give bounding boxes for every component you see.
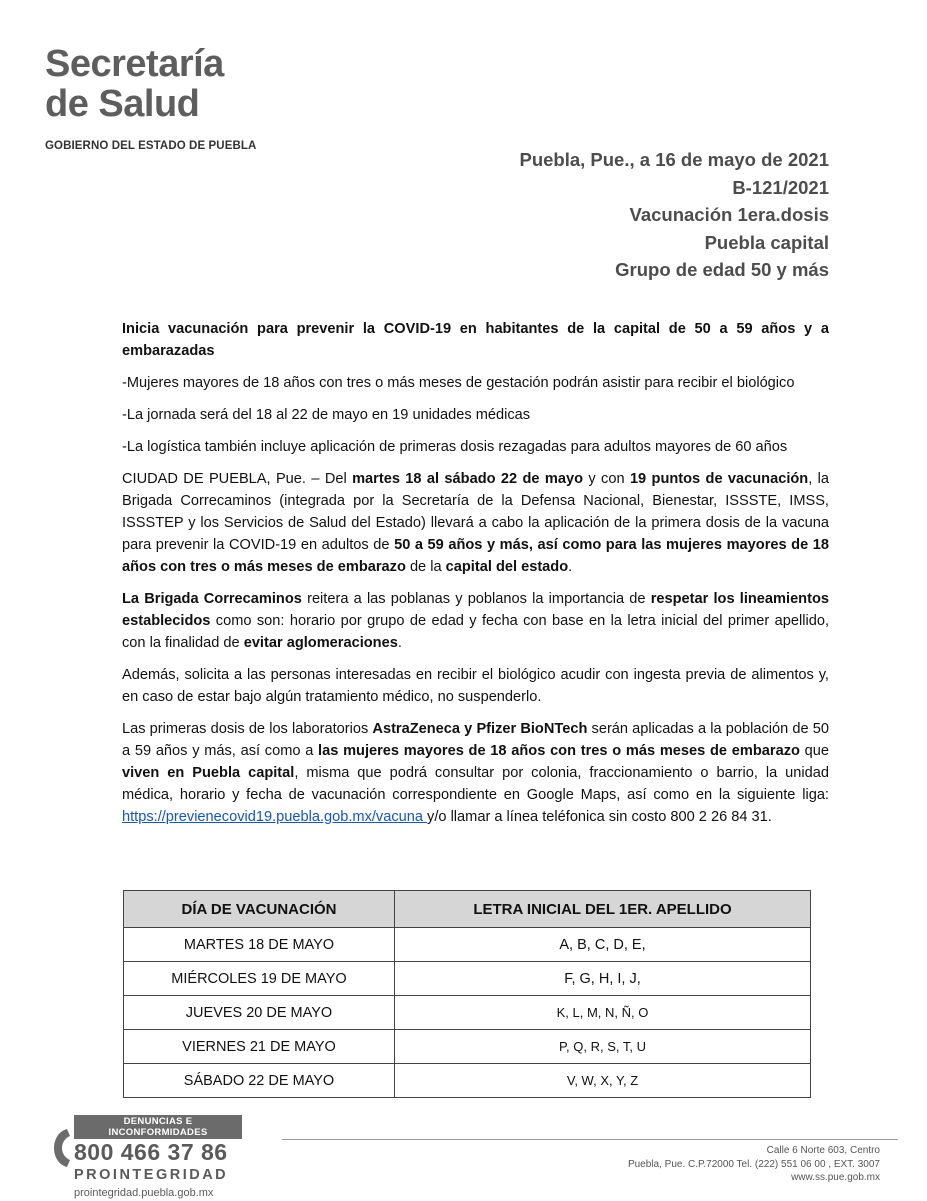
table-row	[124, 1030, 811, 1064]
p4-bold: AstraZeneca y Pfizer BioNTech	[372, 721, 588, 737]
letters-cell: A, B, C, D, E,	[395, 928, 811, 962]
p4-bold: las mujeres mayores de 18 años con tres o más meses de embarazo	[318, 743, 800, 759]
logo-line-1: Secretaría	[45, 43, 224, 85]
day-cell: JUEVES 20 DE MAYO	[124, 996, 395, 1030]
p2-bold: evitar aglomeraciones	[243, 635, 398, 651]
bulletin-age-group: Grupo de edad 50 y más	[615, 259, 829, 280]
bulletin-title: Inicia vacunación para prevenir la COVID-19 en habitantes de la capital de 50 a 59 años y a embarazadas	[122, 321, 829, 359]
p1-bold: 19 puntos de vacunación	[629, 471, 809, 487]
day-cell: MARTES 18 DE MAYO	[124, 928, 395, 962]
table-header-row	[124, 891, 811, 928]
p1-bold: 50 a 59 años y más, así como para las mujeres mayores de 18 años con tres o más meses de embarazo	[122, 537, 830, 575]
bullet-2: -La jornada será del 18 al 22 de mayo en 19 unidades médicas	[122, 407, 531, 423]
secretaria-salud-logo	[45, 44, 256, 152]
p4-text: que	[799, 743, 829, 759]
paragraph-4	[122, 718, 829, 828]
p1-bold: capital del estado	[445, 559, 569, 575]
table-row	[124, 1064, 811, 1098]
table-row	[124, 928, 811, 962]
bulletin-number: B-121/2021	[732, 176, 829, 198]
letters-cell: P, Q, R, S, T, U	[395, 1030, 811, 1064]
day-cell: VIERNES 21 DE MAYO	[124, 1030, 395, 1064]
government-label: GOBIERNO DEL ESTADO DE PUEBLA	[45, 140, 257, 152]
phone-icon	[52, 1127, 72, 1174]
vaccination-schedule-table	[123, 890, 811, 1098]
bullet-3: -La logística también incluye aplicación de primeras dosis rezagadas para adultos mayores de 60 años	[122, 439, 788, 455]
day-cell: SÁBADO 22 DE MAYO	[124, 1064, 395, 1098]
complaints-badge: DENUNCIAS E INCONFORMIDADES	[74, 1115, 242, 1139]
paragraph-3: Además, solicita a las personas interesadas en recibir el biológico acudir con ingesta previa de alimentos y, en caso de estar bajo algún tratamiento médico, no suspenderlo.	[122, 667, 829, 705]
p2-bold: La Brigada Correcaminos	[122, 591, 302, 607]
place-date: Puebla, Pue., a 16 de mayo de 2021	[519, 149, 829, 170]
p4-text: y/o llamar a línea teléfonica sin costo 800 2 26 84 31.	[427, 809, 772, 825]
p1-text: CIUDAD DE PUEBLA, Pue. – Del	[122, 471, 353, 487]
p1-text: y con	[583, 471, 630, 487]
p4-text: , misma que podrá consultar por colonia, fraccionamiento o barrio, la unidad médica, horario y fecha de vacunación correspondiente en Google Maps, así como en la siguiente liga:	[122, 765, 829, 803]
p2-text: .	[397, 635, 402, 651]
letters-cell: F, G, H, I, J,	[395, 962, 811, 996]
p2-text: como son: horario por grupo de edad y fecha con base en la letra inicial del primer apellido, con la finalidad de	[122, 613, 829, 651]
day-cell: MIÉRCOLES 19 DE MAYO	[124, 962, 395, 996]
paragraph-2	[122, 588, 829, 654]
bulletin-location: Puebla capital	[704, 231, 829, 253]
p4-text: Las primeras dosis de los laboratorios	[122, 721, 373, 737]
vaccine-link[interactable]: https://previenecovid19.puebla.gob.mx/vacuna	[122, 809, 428, 825]
header-initial: LETRA INICIAL DEL 1ER. APELLIDO	[395, 891, 811, 928]
table-row	[124, 962, 811, 996]
bullet-1: -Mujeres mayores de 18 años con tres o más meses de gestación podrán asistir para recibir el biológico	[122, 375, 795, 391]
footer-address	[628, 1144, 880, 1185]
complaints-phone: 800 466 37 86	[74, 1139, 228, 1165]
p1-text: , la Brigada Correcaminos (integrada por la Secretaría de la Defensa Nacional, Bienestar, ISSSTE, IMSS, ISSSTEP y los Servicios de Salud del Estado) llevará a cabo la aplicación de la primera dosis de la vacuna para prevenir la COVID-19 en adultos de	[122, 471, 829, 553]
letters-cell: K, L, M, N, Ñ, O	[395, 996, 811, 1030]
paragraph-1	[122, 468, 829, 578]
prointegridad-block	[52, 1115, 242, 1201]
p4-bold: viven en Puebla capital	[122, 765, 295, 781]
p1-text: .	[568, 559, 573, 575]
prointegridad-url: prointegridad.puebla.gob.mx	[74, 1187, 214, 1199]
letters-cell: V, W, X, Y, Z	[395, 1064, 811, 1098]
bulletin-header	[519, 146, 829, 284]
bulletin-body	[122, 318, 829, 838]
p2-bold: respetar los lineamientos establecidos	[122, 591, 829, 629]
prointegridad-label: PROINTEGRIDAD	[74, 1167, 229, 1183]
p1-bold: martes 18 al sábado 22 de mayo	[352, 471, 584, 487]
p2-text: reitera a las poblanas y poblanos la importancia de	[301, 591, 651, 607]
address-line-2: Puebla, Pue. C.P.72000 Tel. (222) 551 06 00 , EXT. 3007	[627, 1158, 880, 1170]
header-day: DÍA DE VACUNACIÓN	[124, 891, 395, 928]
p1-text: de la	[405, 559, 446, 575]
website: www.ss.pue.gob.mx	[791, 1172, 880, 1183]
p4-text: serán aplicadas a la población de 50 a 59 años y más, así como a	[122, 721, 830, 759]
footer-divider	[282, 1139, 898, 1140]
bulletin-topic: Vacunación 1era.dosis	[629, 204, 829, 225]
logo-line-2: de Salud	[45, 83, 200, 125]
table-row	[124, 996, 811, 1030]
address-line-1: Calle 6 Norte 603, Centro	[766, 1145, 880, 1156]
